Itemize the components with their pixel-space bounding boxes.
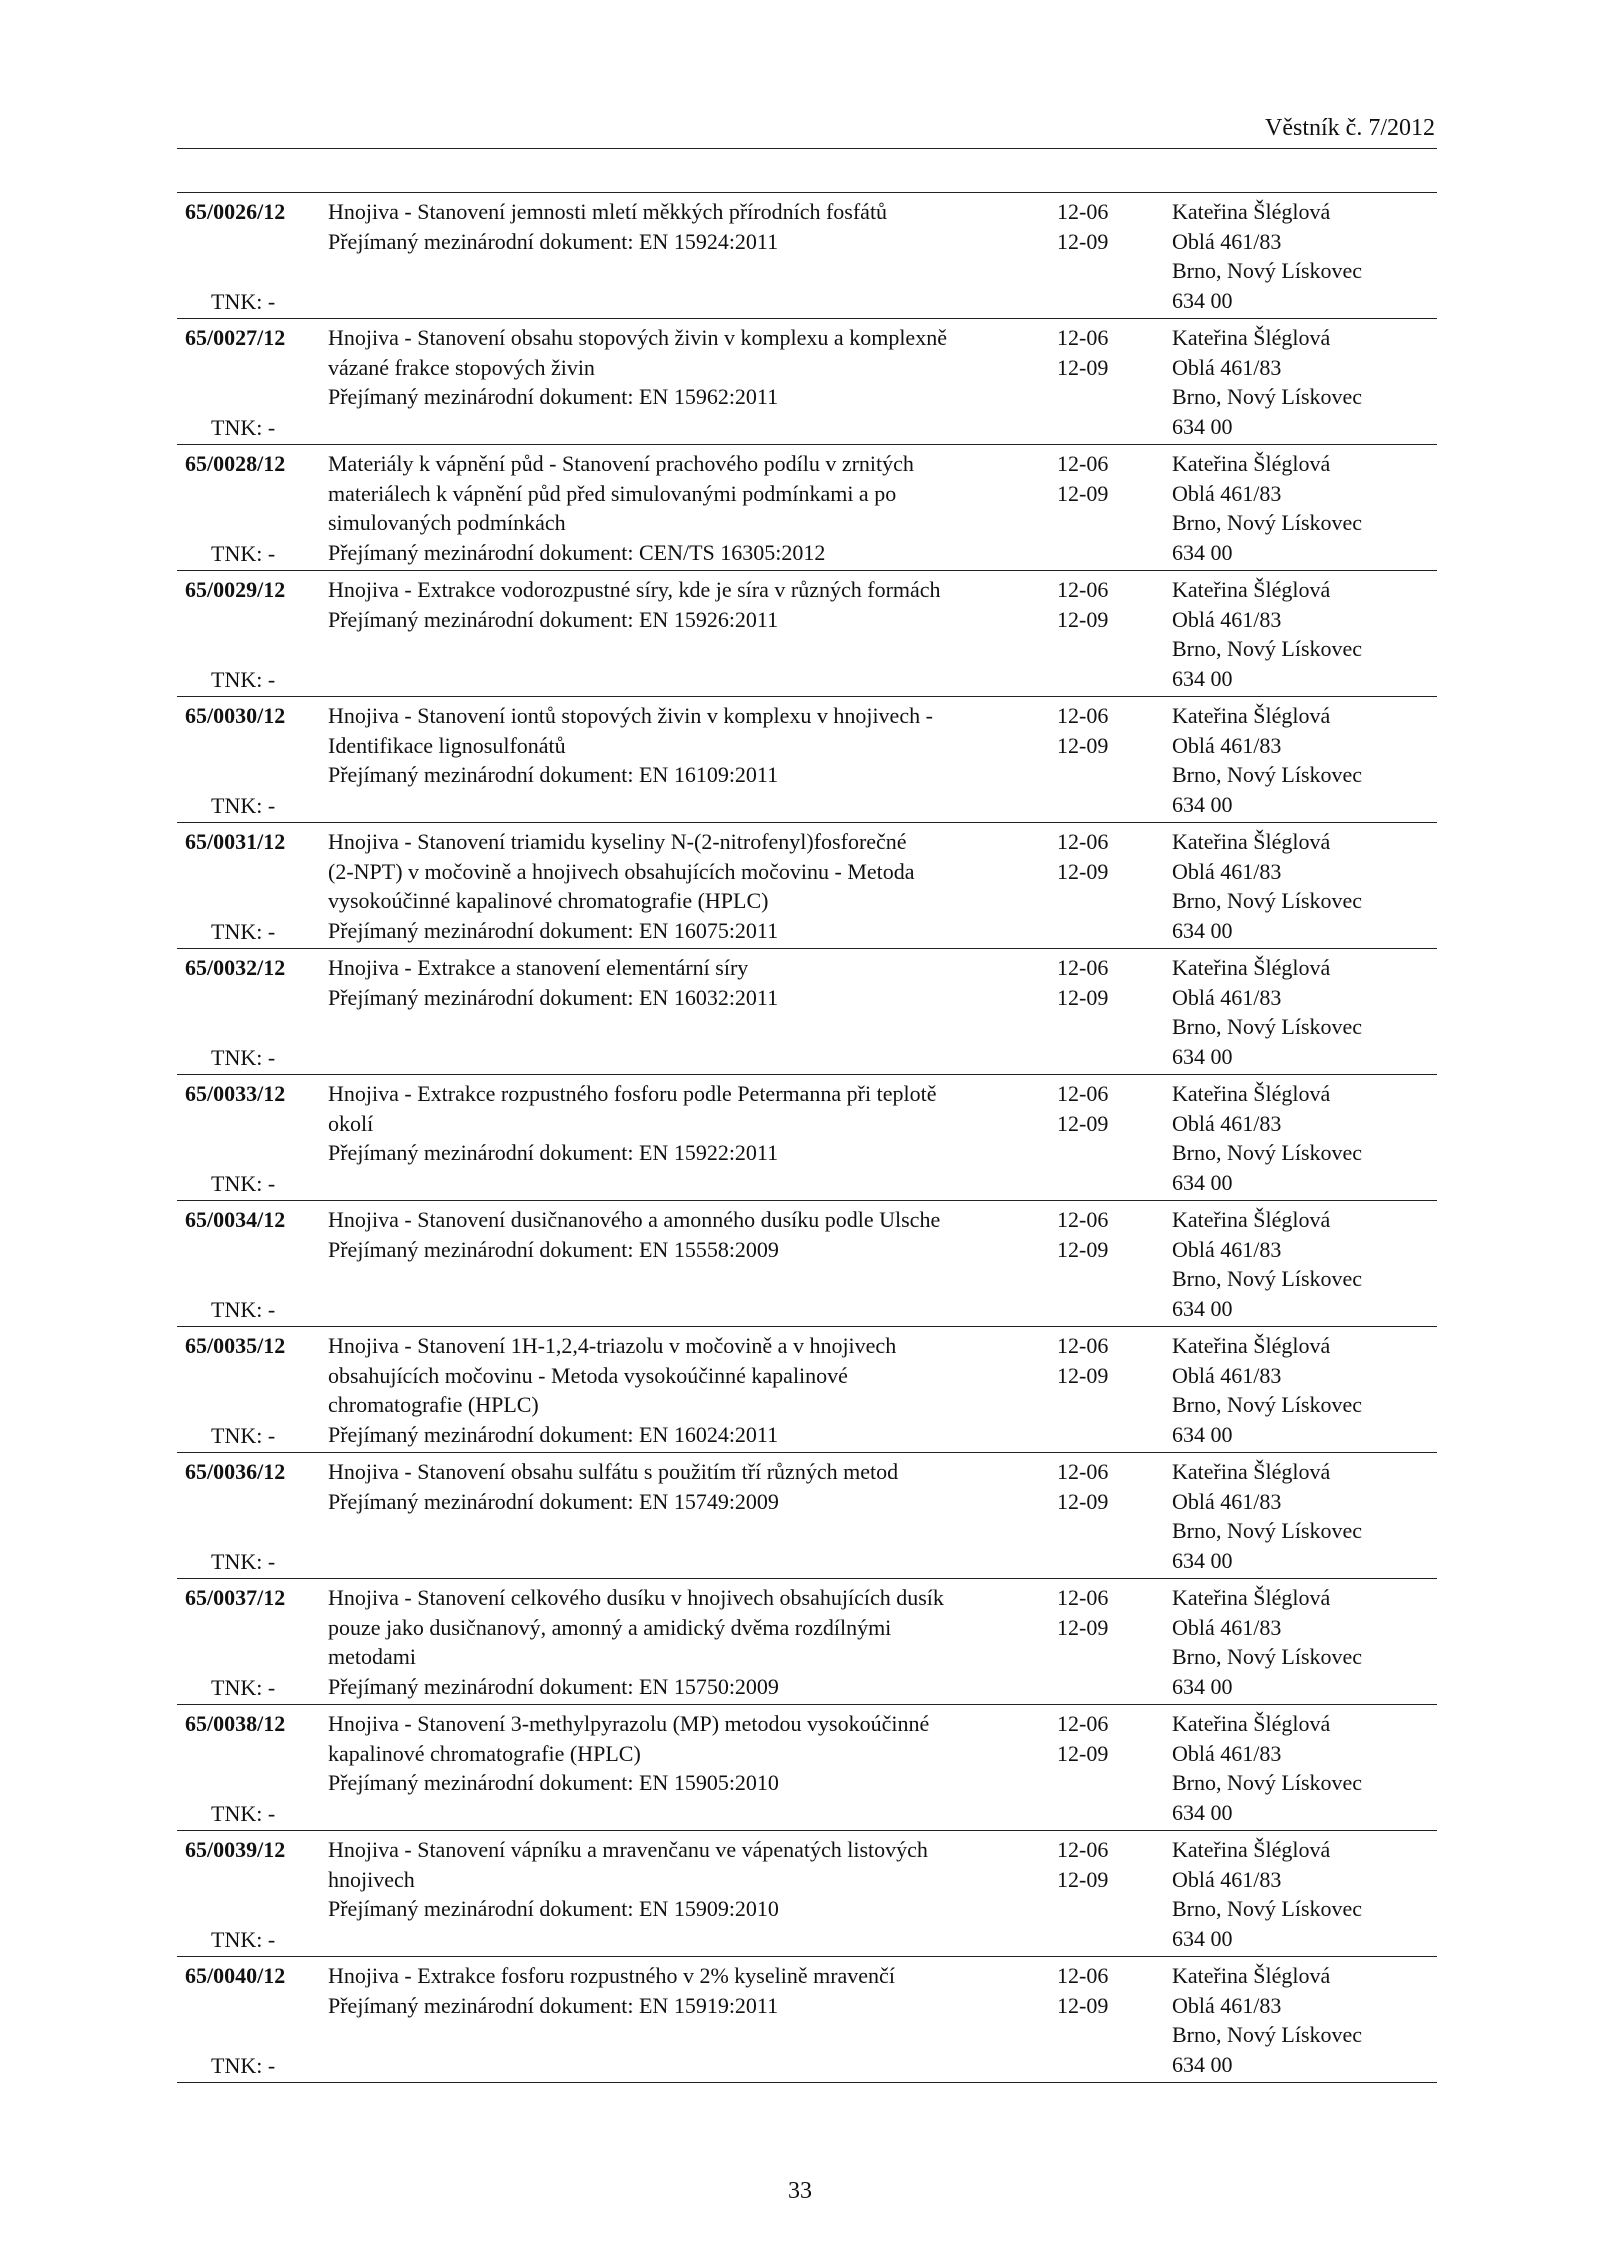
description-line: obsahujících močovinu - Metoda vysokoúčinné kapalinové: [328, 1362, 848, 1388]
standard-description: [328, 953, 1028, 1012]
contact-line: Kateřina Šléglová: [1172, 325, 1331, 350]
description-line: kapalinové chromatografie (HPLC): [328, 1740, 641, 1766]
contact-line: Kateřina Šléglová: [1172, 577, 1331, 602]
contact-line: Kateřina Šléglová: [1172, 1459, 1331, 1484]
contact-line: Brno, Nový Lískovec: [1172, 1644, 1363, 1669]
standard-number: 65/0035/12: [185, 1333, 286, 1358]
contact-address: [1172, 449, 1432, 567]
contact-line: Kateřina Šléglová: [1172, 1963, 1331, 1988]
contact-line: Brno, Nový Lískovec: [1172, 762, 1363, 787]
description-line: Přejímaný mezinárodní dokument: EN 15919:2011: [328, 1992, 779, 2018]
description-line: Identifikace lignosulfonátů: [328, 732, 566, 758]
date-line: 12-09: [1057, 1740, 1109, 1766]
contact-address: [1172, 1079, 1432, 1197]
standard-description: [328, 575, 1028, 634]
contact-line: Oblá 461/83: [1172, 1362, 1282, 1388]
description-line: Hnojiva - Stanovení dusičnanového a amonného dusíku podle Ulsche: [328, 1207, 941, 1232]
contact-line: 634 00: [1172, 1799, 1233, 1825]
description-line: Přejímaný mezinárodní dokument: EN 16032:2011: [328, 984, 779, 1010]
date-line: 12-06: [1057, 199, 1109, 224]
contact-line: Brno, Nový Lískovec: [1172, 1896, 1363, 1921]
description-line: Hnojiva - Stanovení jemnosti mletí měkkých přírodních fosfátů: [328, 199, 888, 224]
standard-description: [328, 449, 1028, 567]
contact-line: 634 00: [1172, 1169, 1233, 1195]
contact-line: 634 00: [1172, 665, 1233, 691]
description-line: Přejímaný mezinárodní dokument: CEN/TS 16305:2012: [328, 539, 826, 565]
contact-address: [1172, 701, 1432, 819]
standard-description: [328, 1205, 1028, 1264]
description-line: hnojivech: [328, 1866, 415, 1892]
description-line: Přejímaný mezinárodní dokument: EN 15926:2011: [328, 606, 779, 632]
standard-description: [328, 197, 1028, 256]
contact-line: 634 00: [1172, 1295, 1233, 1321]
contact-line: Oblá 461/83: [1172, 1488, 1282, 1514]
description-line: vázané frakce stopových živin: [328, 354, 595, 380]
date-line: 12-06: [1057, 1585, 1109, 1610]
description-line: Přejímaný mezinárodní dokument: EN 15750:2009: [328, 1673, 779, 1699]
description-line: Přejímaný mezinárodní dokument: EN 16024:2011: [328, 1421, 779, 1447]
table-row: [177, 1831, 1437, 1957]
standard-dates: [1057, 1961, 1137, 2020]
tnk-label: TNK: -: [211, 1548, 276, 1574]
standard-number: 65/0036/12: [185, 1459, 286, 1484]
contact-address: [1172, 1835, 1432, 1953]
tnk-label: TNK: -: [211, 1800, 276, 1826]
contact-line: 634 00: [1172, 539, 1233, 565]
description-line: Hnojiva - Extrakce rozpustného fosforu podle Petermanna při teplotě: [328, 1081, 937, 1106]
description-line: Hnojiva - Stanovení iontů stopových živin v komplexu v hnojivech -: [328, 703, 933, 728]
contact-line: Kateřina Šléglová: [1172, 703, 1331, 728]
description-line: Hnojiva - Extrakce a stanovení elementární síry: [328, 955, 749, 980]
date-line: 12-09: [1057, 1866, 1109, 1892]
standard-description: [328, 323, 1028, 412]
date-line: 12-09: [1057, 1992, 1109, 2018]
standard-dates: [1057, 1583, 1137, 1642]
tnk-label: TNK: -: [211, 1044, 276, 1070]
contact-line: Kateřina Šléglová: [1172, 1585, 1331, 1610]
description-line: Hnojiva - Stanovení vápníku a mravenčanu ve vápenatých listových: [328, 1837, 928, 1862]
contact-line: Brno, Nový Lískovec: [1172, 2022, 1363, 2047]
standard-description: [328, 1835, 1028, 1924]
description-line: simulovaných podmínkách: [328, 510, 566, 535]
description-line: Přejímaný mezinárodní dokument: EN 15909:2010: [328, 1896, 779, 1921]
contact-line: Brno, Nový Lískovec: [1172, 636, 1363, 661]
date-line: 12-06: [1057, 577, 1109, 602]
standard-dates: [1057, 827, 1137, 886]
description-line: Přejímaný mezinárodní dokument: EN 16075:2011: [328, 917, 779, 943]
description-line: Hnojiva - Stanovení triamidu kyseliny N-(2-nitrofenyl)fosforečné: [328, 829, 907, 854]
contact-line: 634 00: [1172, 287, 1233, 313]
date-line: 12-06: [1057, 1711, 1109, 1736]
contact-line: Oblá 461/83: [1172, 1110, 1282, 1136]
contact-line: Kateřina Šléglová: [1172, 199, 1331, 224]
contact-line: Kateřina Šléglová: [1172, 1207, 1331, 1232]
date-line: 12-06: [1057, 1207, 1109, 1232]
description-line: Přejímaný mezinárodní dokument: EN 15749:2009: [328, 1488, 779, 1514]
contact-line: Kateřina Šléglová: [1172, 829, 1331, 854]
standard-number: 65/0032/12: [185, 955, 286, 980]
date-line: 12-09: [1057, 732, 1109, 758]
contact-address: [1172, 1583, 1432, 1701]
contact-line: Oblá 461/83: [1172, 354, 1282, 380]
tnk-label: TNK: -: [211, 1296, 276, 1322]
description-line: Hnojiva - Stanovení celkového dusíku v hnojivech obsahujících dusík: [328, 1585, 944, 1610]
contact-line: 634 00: [1172, 917, 1233, 943]
description-line: Hnojiva - Stanovení obsahu sulfátu s použitím tří různých metod: [328, 1459, 899, 1484]
contact-line: 634 00: [1172, 413, 1233, 439]
contact-line: 634 00: [1172, 2051, 1233, 2077]
standard-number: 65/0040/12: [185, 1963, 286, 1988]
table-row: [177, 1957, 1437, 2083]
standard-number: 65/0028/12: [185, 451, 286, 476]
table-row: [177, 1075, 1437, 1201]
standard-description: [328, 1961, 1028, 2020]
description-line: Hnojiva - Extrakce fosforu rozpustného v 2% kyselině mravenčí: [328, 1963, 895, 1988]
date-line: 12-09: [1057, 858, 1109, 884]
tnk-label: TNK: -: [211, 288, 276, 314]
standard-number: 65/0029/12: [185, 577, 286, 602]
journal-title: Věstník č. 7/2012: [1265, 115, 1435, 141]
contact-line: Brno, Nový Lískovec: [1172, 384, 1363, 409]
standard-description: [328, 1079, 1028, 1168]
standard-number: 65/0038/12: [185, 1711, 286, 1736]
table-row: [177, 1705, 1437, 1831]
tnk-label: TNK: -: [211, 918, 276, 944]
table-row: [177, 193, 1437, 319]
standard-number: 65/0034/12: [185, 1207, 286, 1232]
contact-line: Oblá 461/83: [1172, 732, 1282, 758]
contact-line: Oblá 461/83: [1172, 1740, 1282, 1766]
description-line: pouze jako dusičnanový, amonný a amidický dvěma rozdílnými: [328, 1614, 892, 1640]
contact-line: 634 00: [1172, 1043, 1233, 1069]
date-line: 12-06: [1057, 829, 1109, 854]
description-line: Přejímaný mezinárodní dokument: EN 15905:2010: [328, 1770, 779, 1795]
date-line: 12-06: [1057, 955, 1109, 980]
standard-dates: [1057, 1331, 1137, 1390]
table-row: [177, 697, 1437, 823]
contact-line: 634 00: [1172, 1421, 1233, 1447]
contact-line: Oblá 461/83: [1172, 606, 1282, 632]
standard-description: [328, 1331, 1028, 1449]
tnk-label: TNK: -: [211, 1422, 276, 1448]
contact-line: Oblá 461/83: [1172, 984, 1282, 1010]
date-line: 12-09: [1057, 1488, 1109, 1514]
tnk-label: TNK: -: [211, 792, 276, 818]
standard-dates: [1057, 701, 1137, 760]
standard-dates: [1057, 449, 1137, 508]
contact-line: 634 00: [1172, 1673, 1233, 1699]
standard-dates: [1057, 1709, 1137, 1768]
contact-address: [1172, 575, 1432, 693]
table-row: [177, 1201, 1437, 1327]
contact-line: Brno, Nový Lískovec: [1172, 1770, 1363, 1795]
standard-dates: [1057, 575, 1137, 634]
contact-address: [1172, 1205, 1432, 1323]
description-line: metodami: [328, 1644, 416, 1669]
standard-dates: [1057, 953, 1137, 1012]
contact-line: Kateřina Šléglová: [1172, 955, 1331, 980]
contact-line: Kateřina Šléglová: [1172, 1711, 1331, 1736]
description-line: vysokoúčinné kapalinové chromatografie (HPLC): [328, 888, 769, 913]
tnk-label: TNK: -: [211, 1674, 276, 1700]
date-line: 12-09: [1057, 1110, 1109, 1136]
contact-line: Brno, Nový Lískovec: [1172, 1392, 1363, 1417]
contact-line: 634 00: [1172, 791, 1233, 817]
date-line: 12-06: [1057, 1459, 1109, 1484]
contact-line: Kateřina Šléglová: [1172, 1333, 1331, 1358]
tnk-label: TNK: -: [211, 666, 276, 692]
tnk-label: TNK: -: [211, 414, 276, 440]
contact-line: Brno, Nový Lískovec: [1172, 258, 1363, 283]
standard-dates: [1057, 197, 1137, 256]
contact-line: Brno, Nový Lískovec: [1172, 1518, 1363, 1543]
contact-address: [1172, 323, 1432, 441]
table-row: [177, 949, 1437, 1075]
contact-address: [1172, 953, 1432, 1071]
page-number: 33: [788, 2178, 812, 2204]
contact-line: Oblá 461/83: [1172, 1992, 1282, 2018]
contact-address: [1172, 1457, 1432, 1575]
table-row: [177, 571, 1437, 697]
contact-address: [1172, 827, 1432, 945]
date-line: 12-09: [1057, 354, 1109, 380]
tnk-label: TNK: -: [211, 2052, 276, 2078]
standard-number: 65/0039/12: [185, 1837, 286, 1862]
date-line: 12-06: [1057, 325, 1109, 350]
description-line: Hnojiva - Stanovení obsahu stopových živin v komplexu a komplexně: [328, 325, 947, 350]
tnk-label: TNK: -: [211, 1926, 276, 1952]
description-line: (2-NPT) v močovině a hnojivech obsahujících močovinu - Metoda: [328, 858, 915, 884]
contact-line: Kateřina Šléglová: [1172, 1081, 1331, 1106]
contact-address: [1172, 197, 1432, 315]
contact-line: Kateřina Šléglová: [1172, 451, 1331, 476]
contact-line: Oblá 461/83: [1172, 858, 1282, 884]
standard-description: [328, 827, 1028, 945]
contact-line: Brno, Nový Lískovec: [1172, 1140, 1363, 1165]
contact-line: Brno, Nový Lískovec: [1172, 1014, 1363, 1039]
date-line: 12-09: [1057, 1236, 1109, 1262]
description-line: Hnojiva - Stanovení 1H-1,2,4-triazolu v močovině a v hnojivech: [328, 1333, 897, 1358]
standard-dates: [1057, 1079, 1137, 1138]
description-line: Přejímaný mezinárodní dokument: EN 15558:2009: [328, 1236, 779, 1262]
description-line: Přejímaný mezinárodní dokument: EN 15924:2011: [328, 228, 779, 254]
contact-address: [1172, 1961, 1432, 2079]
standards-table: [177, 192, 1437, 2083]
description-line: Přejímaný mezinárodní dokument: EN 15922:2011: [328, 1140, 779, 1165]
table-row: [177, 1327, 1437, 1453]
date-line: 12-09: [1057, 228, 1109, 254]
standard-number: 65/0026/12: [185, 199, 286, 224]
date-line: 12-09: [1057, 1614, 1109, 1640]
description-line: Přejímaný mezinárodní dokument: EN 16109:2011: [328, 762, 779, 787]
date-line: 12-09: [1057, 606, 1109, 632]
standard-description: [328, 1457, 1028, 1516]
date-line: 12-06: [1057, 1837, 1109, 1862]
contact-line: Oblá 461/83: [1172, 228, 1282, 254]
contact-line: 634 00: [1172, 1925, 1233, 1951]
date-line: 12-06: [1057, 703, 1109, 728]
contact-address: [1172, 1331, 1432, 1449]
standard-number: 65/0030/12: [185, 703, 286, 728]
description-line: materiálech k vápnění půd před simulovanými podmínkami a po: [328, 480, 897, 506]
contact-line: Kateřina Šléglová: [1172, 1837, 1331, 1862]
date-line: 12-09: [1057, 480, 1109, 506]
table-row: [177, 445, 1437, 571]
date-line: 12-09: [1057, 1362, 1109, 1388]
contact-line: Brno, Nový Lískovec: [1172, 888, 1363, 913]
standard-dates: [1057, 1835, 1137, 1894]
page-header: [177, 110, 1437, 149]
contact-line: 634 00: [1172, 1547, 1233, 1573]
date-line: 12-06: [1057, 1081, 1109, 1106]
standard-dates: [1057, 1205, 1137, 1264]
table-row: [177, 1453, 1437, 1579]
contact-line: Oblá 461/83: [1172, 480, 1282, 506]
description-line: Hnojiva - Extrakce vodorozpustné síry, kde je síra v různých formách: [328, 577, 941, 602]
description-line: Hnojiva - Stanovení 3-methylpyrazolu (MP) metodou vysokoúčinné: [328, 1711, 930, 1736]
contact-address: [1172, 1709, 1432, 1827]
date-line: 12-06: [1057, 1963, 1109, 1988]
standard-description: [328, 701, 1028, 790]
tnk-label: TNK: -: [211, 540, 276, 566]
table-row: [177, 1579, 1437, 1705]
contact-line: Oblá 461/83: [1172, 1866, 1282, 1892]
table-row: [177, 319, 1437, 445]
contact-line: Brno, Nový Lískovec: [1172, 1266, 1363, 1291]
description-line: okolí: [328, 1110, 374, 1136]
standard-number: 65/0027/12: [185, 325, 286, 350]
standard-dates: [1057, 1457, 1137, 1516]
date-line: 12-06: [1057, 451, 1109, 476]
standard-number: 65/0037/12: [185, 1585, 286, 1610]
tnk-label: TNK: -: [211, 1170, 276, 1196]
standard-description: [328, 1583, 1028, 1701]
contact-line: Brno, Nový Lískovec: [1172, 510, 1363, 535]
description-line: Přejímaný mezinárodní dokument: EN 15962:2011: [328, 384, 779, 409]
description-line: Materiály k vápnění půd - Stanovení prachového podílu v zrnitých: [328, 451, 914, 476]
contact-line: Oblá 461/83: [1172, 1614, 1282, 1640]
standard-dates: [1057, 323, 1137, 382]
standard-number: 65/0033/12: [185, 1081, 286, 1106]
standard-description: [328, 1709, 1028, 1798]
table-row: [177, 823, 1437, 949]
standard-number: 65/0031/12: [185, 829, 286, 854]
date-line: 12-09: [1057, 984, 1109, 1010]
date-line: 12-06: [1057, 1333, 1109, 1358]
description-line: chromatografie (HPLC): [328, 1392, 539, 1417]
contact-line: Oblá 461/83: [1172, 1236, 1282, 1262]
